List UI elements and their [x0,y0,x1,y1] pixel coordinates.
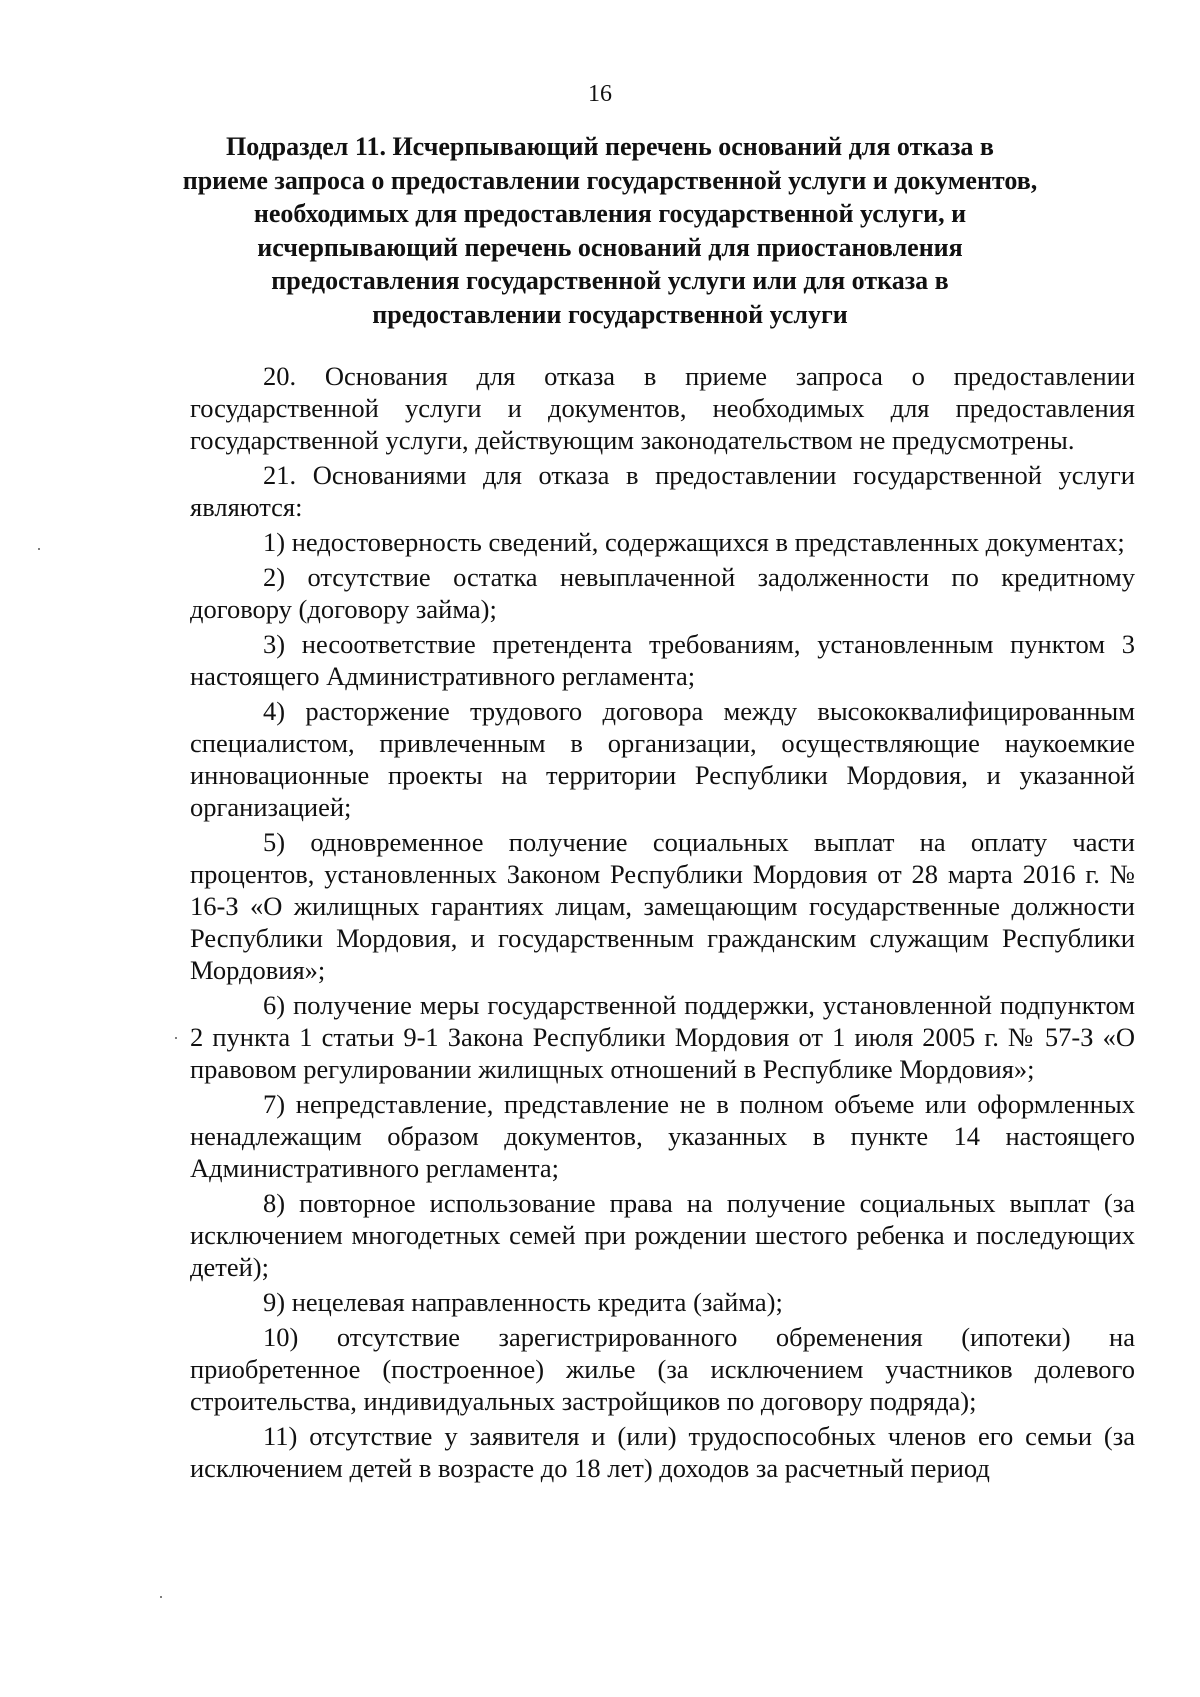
list-item-4: 4) расторжение трудового договора между высококвалифицированным специалистом, привлеченным в организации, осуществляющие наукоемкие инновационные проекты на территории Республики Мордовия, и указанной организацией; [190,696,1135,822]
heading-line: приеме запроса о предоставлении государственной услуги и документов, [182,165,1038,195]
list-item-9: 9) нецелевая направленность кредита (займа); [263,1287,783,1317]
heading-line: Подраздел 11. Исчерпывающий перечень оснований для отказа в [226,132,994,161]
heading-line: необходимых для предоставления государственной услуги, и [253,199,967,228]
paragraph-20: 20. Основания для отказа в приеме запроса о предоставлении государственной услуги и документов, необходимых для предоставления государственной услуги, действующим законодательством не предусмотрены. [190,361,1135,455]
scan-speck [38,548,40,550]
document-body [190,360,1135,1487]
list-item-8: 8) повторное использование права на получение социальных выплат (за исключением многодетных семей при рождении шестого ребенка и последующих детей); [190,1188,1135,1282]
heading-line: предоставлении государственной услуги [372,299,848,329]
heading-line: предоставления государственной услуги или для отказа в [271,266,949,295]
list-item-10: 10) отсутствие зарегистрированного обременения (ипотеки) на приобретенное (построенное) жилье (за исключением участников долевого строительства, индивидуальных застройщиков по договору подряда); [190,1322,1135,1416]
list-item-3: 3) несоответствие претендента требованиям, установленным пунктом 3 настоящего Административного регламента; [190,629,1135,691]
scan-speck [175,1037,177,1039]
page-number: 16 [588,81,612,107]
list-item-6: 6) получение меры государственной поддержки, установленной подпунктом 2 пункта 1 статьи 9-1 Закона Республики Мордовия от 1 июля 2005 г. № 57-З «О правовом регулировании жилищных отношений в Республике Мордовия»; [190,990,1135,1084]
heading-line: исчерпывающий перечень оснований для приостановления [257,232,963,262]
list-item-5: 5) одновременное получение социальных выплат на оплату части процентов, установленных Законом Республики Мордовия от 28 марта 2016 г. № 16-З «О жилищных гарантиях лицам, замещающим государственные должности Республики Мордовия, и государственным гражданским служащим Республики Мордовия»; [190,827,1135,985]
list-item-11: 11) отсутствие у заявителя и (или) трудоспособных членов его семьи (за исключением детей в возрасте до 18 лет) доходов за расчетный период [190,1421,1135,1483]
list-item-1: 1) недостоверность сведений, содержащихся в представленных документах; [263,527,1125,557]
list-item-7: 7) непредставление, представление не в полном объеме или оформленных ненадлежащим образом документов, указанных в пункте 14 настоящего Административного регламента; [190,1089,1135,1183]
section-heading [180,130,1040,331]
paragraph-21: 21. Основаниями для отказа в предоставлении государственной услуги являются: [190,460,1135,522]
list-item-2: 2) отсутствие остатка невыплаченной задолженности по кредитному договору (договору займа); [190,562,1135,624]
scan-speck [160,1596,162,1598]
